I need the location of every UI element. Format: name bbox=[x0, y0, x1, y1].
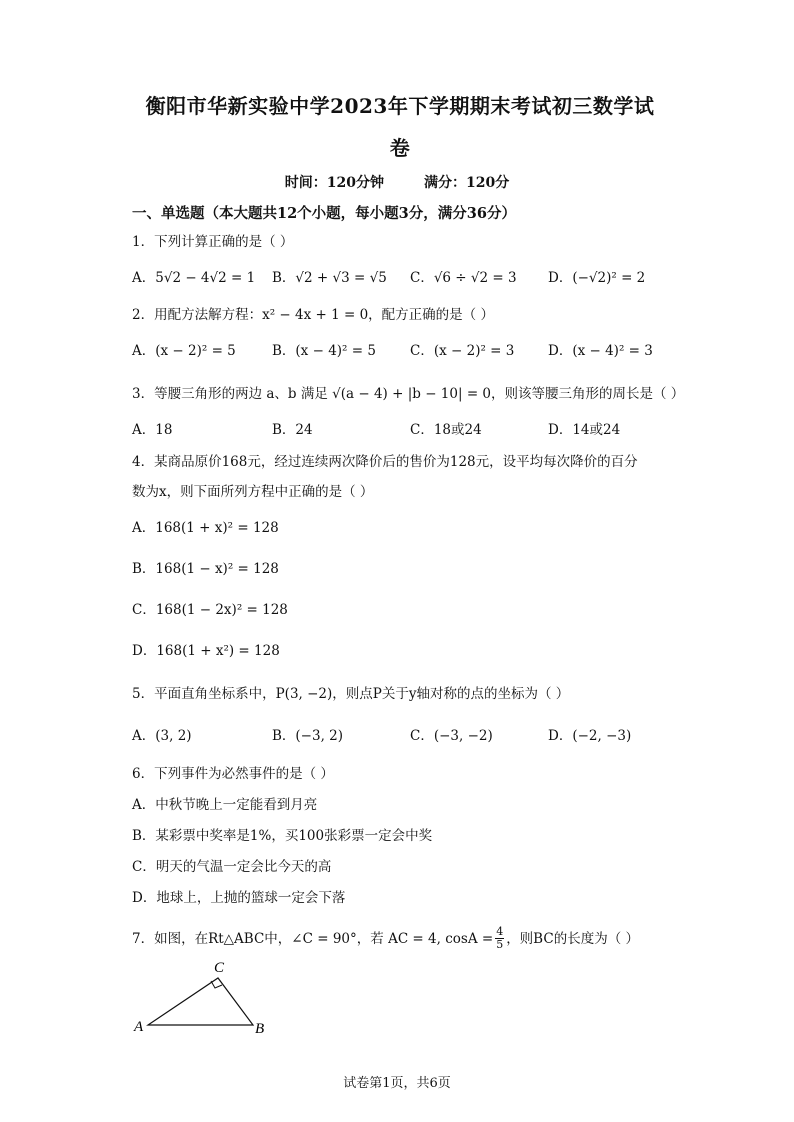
vertex-label-b: B bbox=[255, 1021, 265, 1037]
question-4-option-a: A．168(1 + x)² = 128 bbox=[132, 520, 279, 536]
section-heading: 一、单选题（本大题共12个小题，每小题3分，满分36分） bbox=[132, 205, 516, 222]
question-6-option-c: C．明天的气温一定会比今天的高 bbox=[132, 859, 332, 875]
question-7-fraction bbox=[495, 926, 504, 951]
question-1-option-d: D．(−√2)² = 2 bbox=[548, 270, 646, 286]
question-4-option-d: D．168(1 + x²) = 128 bbox=[132, 643, 280, 659]
question-5-stem: 5．平面直角坐标系中，P(3, −2)，则点P关于y轴对称的点的坐标为（ ） bbox=[132, 686, 570, 702]
triangle-figure bbox=[130, 952, 280, 1042]
question-3-option-c: C．18或24 bbox=[410, 422, 482, 438]
question-1-stem: 1．下列计算正确的是（ ） bbox=[132, 234, 294, 250]
question-3-stem: 3．等腰三角形的两边 a、b 满足 √(a − 4) + |b − 10| = 0，则该等腰三角形的周长是（ ） bbox=[132, 386, 685, 402]
triangle-abc bbox=[148, 978, 253, 1025]
question-4-stem-line1: 4．某商品原价168元，经过连续两次降价后的售价为128元，设平均每次降价的百分 bbox=[132, 454, 638, 470]
question-5-option-b: B．(−3, 2) bbox=[272, 728, 344, 744]
question-5-option-c: C．(−3, −2) bbox=[410, 728, 493, 744]
vertex-label-c: C bbox=[214, 960, 225, 976]
question-5-option-d: D．(−2, −3) bbox=[548, 728, 632, 744]
question-4-option-c: C．168(1 − 2x)² = 128 bbox=[132, 602, 288, 618]
exam-score: 满分：120分 bbox=[424, 175, 510, 191]
exam-time: 时间：120分钟 bbox=[284, 175, 384, 191]
question-3-option-b: B．24 bbox=[272, 422, 313, 438]
exam-title-line2: 卷 bbox=[389, 136, 411, 160]
question-6-option-a: A．中秋节晚上一定能看到月亮 bbox=[132, 797, 318, 813]
page-footer: 试卷第1页，共6页 bbox=[343, 1076, 451, 1091]
vertex-label-a: A bbox=[134, 1019, 144, 1035]
question-2-option-b: B．(x − 4)² = 5 bbox=[272, 343, 376, 359]
question-6-option-d: D．地球上，上抛的篮球一定会下落 bbox=[132, 890, 346, 906]
question-1-option-c: C．√6 ÷ √2 = 3 bbox=[410, 270, 517, 286]
question-1-option-b: B．√2 + √3 = √5 bbox=[272, 270, 387, 286]
question-2-option-c: C．(x − 2)² = 3 bbox=[410, 343, 515, 359]
question-2-stem: 2．用配方法解方程：x² − 4x + 1 = 0，配方正确的是（ ） bbox=[132, 307, 494, 323]
question-3-option-a: A．18 bbox=[132, 422, 173, 438]
question-7-stem-part1: 7．如图，在Rt△ABC中，∠C = 90°，若 AC = 4, cosA = bbox=[132, 930, 494, 947]
question-4-option-b: B．168(1 − x)² = 128 bbox=[132, 561, 279, 577]
question-6-stem: 6．下列事件为必然事件的是（ ） bbox=[132, 766, 334, 782]
fraction-numerator: 4 bbox=[496, 925, 504, 938]
fraction-denominator: 5 bbox=[496, 938, 504, 951]
question-5-option-a: A．(3, 2) bbox=[132, 728, 192, 744]
question-7-stem-part2: ，则BC的长度为（ ） bbox=[506, 930, 639, 947]
question-7-stem bbox=[132, 926, 639, 951]
question-3-option-d: D．14或24 bbox=[548, 422, 621, 438]
question-2-option-d: D．(x − 4)² = 3 bbox=[548, 343, 653, 359]
exam-meta bbox=[0, 172, 794, 192]
question-2-option-a: A．(x − 2)² = 5 bbox=[132, 343, 236, 359]
question-1-option-a: A．5√2 − 4√2 = 1 bbox=[132, 270, 256, 286]
question-6-option-b: B．某彩票中奖率是1%，买100张彩票一定会中奖 bbox=[132, 828, 433, 844]
question-4-stem-line2: 数为x，则下面所列方程中正确的是（ ） bbox=[132, 484, 374, 500]
exam-title-line1: 衡阳市华新实验中学2023年下学期期末考试初三数学试 bbox=[145, 94, 655, 118]
